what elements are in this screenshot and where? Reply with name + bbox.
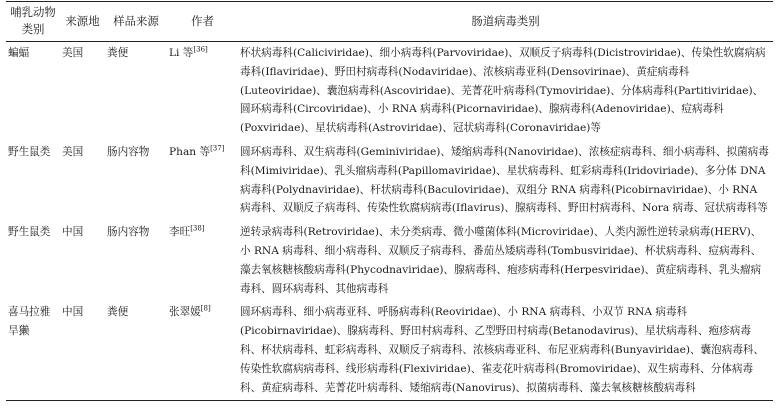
cell-sample: 粪便 [107, 306, 129, 319]
cell-author [167, 42, 238, 141]
virus-category-table [6, 1, 773, 401]
header-origin: 来源地 [65, 13, 100, 28]
cell-sample: 肠内容物 [107, 145, 150, 158]
table-row [6, 42, 773, 141]
cell-sample: 肠内容物 [107, 226, 150, 239]
cell-origin: 中国 [62, 226, 84, 239]
reference-mark: [38] [190, 224, 205, 233]
header-families: 肠道病毒类别 [471, 13, 540, 28]
cell-virus-families: 圆环病毒科、双生病毒科(Geminiviridae)、矮缩病毒科(Nanoviridae)、浓核症病毒科、细小病毒科、拟菌病毒科(Mimiviridae)、乳头瘤病毒科(Papillomaviridae)、星状病毒科、虹彩病毒科(Iridoviriade)、多分体 DNA 病毒科(Polydnaviridae)、杆状病毒科(Baculoviridae)、双组分 RNA 病毒科(Picobirnaviridae)、小 RNA 病毒科、双顺反子病毒科、传染性软腐病病毒(Iflavirus)、腺病毒科、野田村病毒科、Nora 病毒、冠状病毒科等 [240, 145, 769, 215]
cell-virus-families: 圆环病毒科、细小病毒亚科、呼肠病毒科(Reoviridae)、小 RNA 病毒科、小双节 RNA 病毒科(Picobirnaviridae)、腺病毒科、野田村病毒科、乙型野田村病毒(Betanodavirus)、星状病毒科、疱疹病毒科、杯状病毒科、虹彩病毒科、双顺反子病毒科、浓核病毒亚科、布尼亚病毒科(Bunyaviridae)、囊泡病毒科、传染性软腐病病毒科、线形病毒科(Flexiviridae)、雀麦花叶病毒科(Bromoviridae)、双生病毒科、分体病毒科、黄症病毒科、芜菁花叶病毒科、矮缩病毒(Nanovirus)、拟菌病毒科、藻去氧核糖核酸病毒科 [240, 306, 765, 394]
cell-author [167, 141, 238, 221]
table-row [6, 221, 773, 301]
cell-origin: 美国 [62, 47, 84, 59]
cell-virus-families: 杯状病毒科(Caliciviridae)、细小病毒科(Parvoviridae)、双顺反子病毒科(Dicistroviridae)、传染性软腐病病毒科(Iflaviridae)、野田村病毒科(Nodaviridae)、浓核病毒亚科(Densovirinae)、黄症病毒科(Luteoviridae)、囊泡病毒科(Ascoviridae)、芜菁花叶病毒科(Tymoviridae)、分体病毒科(Partitiviridae)、圆环病毒科(Circoviridae)、小 RNA 病毒科(Picornaviridae)、腺病毒科(Adenoviridae)、痘病毒科(Poxviridae)、星状病毒科(Astroviridae)、冠状病毒科(Coronaviridae)等 [240, 47, 766, 135]
cell-animal: 喜马拉雅旱獭 [8, 306, 51, 338]
header-animal: 哺乳动物类别 [10, 5, 56, 36]
cell-sample: 粪便 [107, 47, 129, 59]
header-row [6, 2, 773, 42]
author-name: Li 等 [169, 47, 194, 59]
table-row [6, 141, 773, 221]
cell-animal: 蝙蝠 [8, 47, 30, 59]
cell-animal: 野生鼠类 [8, 145, 51, 158]
cell-animal: 野生鼠类 [8, 226, 51, 239]
reference-mark: [36] [193, 45, 208, 54]
table-header [6, 2, 773, 42]
cell-origin: 美国 [62, 145, 84, 158]
author-name: Phan 等 [169, 145, 211, 158]
cell-virus-families: 逆转录病毒科(Retroviridae)、未分类病毒、微小噬菌体科(Microviridae)、人类内源性逆转录病毒(HERV)、小 RNA 病毒科、细小病毒科、双顺反子病毒科、番茄丛矮病毒科(Tombusviridae)、杯状病毒科、痘病毒科、藻去氧核糖核酸病毒科(Phycodnaviridae)、腺病毒科、疱疹病毒科(Herpesviridae)、黄症病毒科、乳头瘤病毒科、圆环病毒科、其他病毒科 [240, 226, 762, 295]
cell-author [167, 221, 238, 301]
header-author: 作者 [191, 13, 214, 28]
table-row [6, 301, 773, 400]
reference-mark: [8] [200, 304, 211, 313]
author-name: 张翠媛 [169, 306, 201, 319]
cell-author [167, 301, 238, 400]
header-sample: 样品来源 [113, 13, 159, 28]
author-name: 李旺 [169, 226, 191, 239]
table-body [6, 42, 773, 401]
reference-mark: [37] [210, 144, 225, 153]
cell-origin: 中国 [62, 306, 84, 319]
